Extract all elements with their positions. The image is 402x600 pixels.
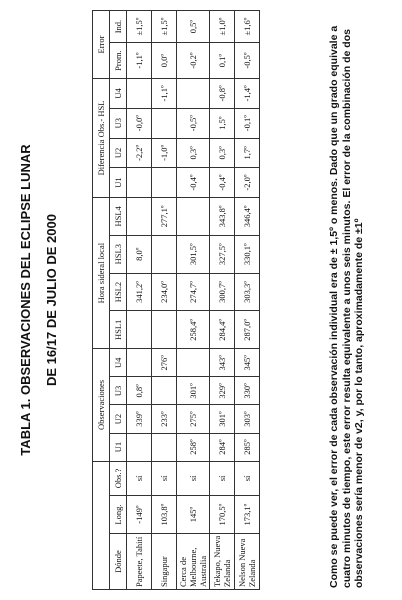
column-header-row xyxy=(110,11,127,590)
column-header: Prom. xyxy=(110,43,127,79)
table-cell xyxy=(127,197,152,235)
table-cell: sí xyxy=(152,461,177,496)
table-cell xyxy=(127,311,152,349)
table-cell: 339º xyxy=(127,405,152,433)
location-cell: Papeete, Tahití xyxy=(127,534,152,590)
column-header: U2 xyxy=(110,138,127,168)
table-cell xyxy=(152,235,177,273)
group-header-row xyxy=(93,11,110,590)
group-header-observaciones: Observaciones xyxy=(93,349,110,461)
column-header: U4 xyxy=(110,79,127,109)
table-cell xyxy=(127,349,152,377)
table-cell: -0,8º xyxy=(210,79,235,109)
table-cell: ±1,0º xyxy=(210,11,235,43)
table-cell: -0,2º xyxy=(177,43,210,79)
table-cell: 330,1º xyxy=(235,235,260,273)
column-header: HSL3 xyxy=(110,235,127,273)
table-cell xyxy=(152,377,177,405)
table-cell: 343,8º xyxy=(210,197,235,235)
table-cell xyxy=(152,311,177,349)
table-row xyxy=(210,11,235,590)
column-header: HSL2 xyxy=(110,273,127,311)
table-title: TABLA 1. OBSERVACIONES DEL ECLIPSE LUNAR xyxy=(18,144,33,456)
table-cell: ±1,5º xyxy=(152,11,177,43)
table-cell: 303º xyxy=(235,405,260,433)
table-cell: 284º xyxy=(210,433,235,461)
table-cell: 277,1º xyxy=(152,197,177,235)
table-cell: -149º xyxy=(127,496,152,534)
table-cell: 1,5º xyxy=(210,108,235,138)
table-cell: 0,5º xyxy=(177,11,210,43)
table-cell: 173,1º xyxy=(235,496,260,534)
column-header: U3 xyxy=(110,377,127,405)
table-cell: 1,7º xyxy=(235,138,260,168)
location-cell: Nelson Nueva Zelanda xyxy=(235,534,260,590)
table-cell xyxy=(152,433,177,461)
table-cell xyxy=(177,197,210,235)
column-header: HSL1 xyxy=(110,311,127,349)
group-header-hora-sideral: Hora sideral local xyxy=(93,197,110,348)
table-cell: 145º xyxy=(177,496,210,534)
table-cell: -1,0º xyxy=(152,138,177,168)
table-cell: 276º xyxy=(152,349,177,377)
table-cell: 0,3º xyxy=(177,138,210,168)
table-cell: 301º xyxy=(210,405,235,433)
table-cell: sí xyxy=(235,461,260,496)
table-cell: 301º xyxy=(177,377,210,405)
table-cell: 103,8º xyxy=(152,496,177,534)
table-row xyxy=(177,11,210,590)
column-header: Ind. xyxy=(110,11,127,43)
table-cell: -1,1º xyxy=(127,43,152,79)
table-cell: 303,3º xyxy=(235,273,260,311)
table-cell: 285º xyxy=(235,433,260,461)
column-header: U1 xyxy=(110,433,127,461)
observations-table xyxy=(92,10,260,590)
table-cell xyxy=(127,433,152,461)
table-cell: -0,5º xyxy=(177,108,210,138)
table-cell: 287,0º xyxy=(235,311,260,349)
table-cell: 0,8º xyxy=(127,377,152,405)
table-cell: -0,1º xyxy=(235,108,260,138)
table-cell: 0,0º xyxy=(152,43,177,79)
group-header-empty xyxy=(93,461,110,589)
table-cell: 343º xyxy=(210,349,235,377)
group-header-error: Error xyxy=(93,11,110,79)
table-row xyxy=(127,11,152,590)
table-cell: -2,0º xyxy=(235,168,260,198)
table-cell: 300,7º xyxy=(210,273,235,311)
table-cell: -0,4º xyxy=(177,168,210,198)
table-cell: 170,5º xyxy=(210,496,235,534)
table-cell: -0,5º xyxy=(235,43,260,79)
column-header: Long. xyxy=(110,496,127,534)
table-cell: 275º xyxy=(177,405,210,433)
table-cell: 8,0º xyxy=(127,235,152,273)
table-cell: ±1,6º xyxy=(235,11,260,43)
table-cell: ±1,5º xyxy=(127,11,152,43)
table-cell xyxy=(127,79,152,109)
column-header: U4 xyxy=(110,349,127,377)
column-header: U1 xyxy=(110,168,127,198)
table-row xyxy=(152,11,177,590)
table-cell: sí xyxy=(210,461,235,496)
table-cell: sí xyxy=(127,461,152,496)
table-cell: 345º xyxy=(235,349,260,377)
table-cell: 0,3º xyxy=(210,138,235,168)
table-cell: 284,4º xyxy=(210,311,235,349)
observations-table-wrap xyxy=(92,10,260,590)
group-header-diferencia: Diferencia Obs.- HSL xyxy=(93,79,110,198)
table-cell: -1,1º xyxy=(152,79,177,109)
table-cell: 274,7º xyxy=(177,273,210,311)
table-cell: -2,2º xyxy=(127,138,152,168)
column-header: U2 xyxy=(110,405,127,433)
table-cell: 301,5º xyxy=(177,235,210,273)
table-cell: 341,2º xyxy=(127,273,152,311)
column-header: Obs.? xyxy=(110,461,127,496)
table-cell xyxy=(152,168,177,198)
column-header: HSL4 xyxy=(110,197,127,235)
table-cell: -0,0º xyxy=(127,108,152,138)
location-cell: Cerca de Melbourne, Australia xyxy=(177,534,210,590)
location-cell: Tekapo, Nueva Zelanda xyxy=(210,534,235,590)
table-cell: 233º xyxy=(152,405,177,433)
column-header: Dónde xyxy=(110,534,127,590)
table-cell: 258,4º xyxy=(177,311,210,349)
table-cell: 330º xyxy=(235,377,260,405)
table-cell: 258º xyxy=(177,433,210,461)
table-subtitle: DE 16/17 DE JULIO DE 2000 xyxy=(44,214,59,386)
location-cell: Singapur xyxy=(152,534,177,590)
table-cell: 346,4º xyxy=(235,197,260,235)
column-header: U3 xyxy=(110,108,127,138)
table-cell: -1,4º xyxy=(235,79,260,109)
table-cell xyxy=(152,108,177,138)
table-cell: sí xyxy=(177,461,210,496)
table-cell xyxy=(177,79,210,109)
table-cell: 327,5º xyxy=(210,235,235,273)
table-row xyxy=(235,11,260,590)
table-cell: 0,1º xyxy=(210,43,235,79)
footnote: Como se puede ver, el error de cada observación individual era de ± 1,5º o menos. Dado que un grado equivale a cuatro minutos de tiempo, este error resulta equivalente a unos seis minutos. El error de la combinación de dos observaciones sería menor de v2, y, por lo tanto, aproximadamente de ±1º xyxy=(328,25,365,588)
table-cell: -0,4º xyxy=(210,168,235,198)
table-cell: 329º xyxy=(210,377,235,405)
table-cell: 234,0º xyxy=(152,273,177,311)
table-cell xyxy=(127,168,152,198)
table-cell xyxy=(177,349,210,377)
table-body xyxy=(127,11,260,590)
